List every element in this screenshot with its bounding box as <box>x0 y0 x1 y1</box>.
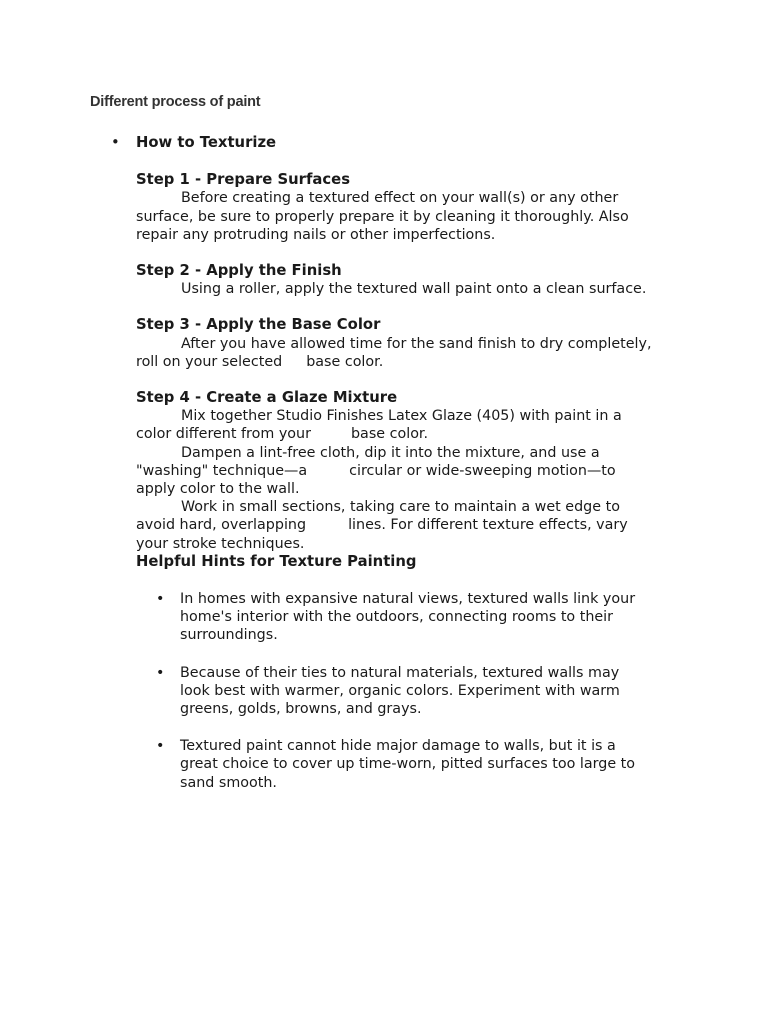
step-1 <box>136 171 696 244</box>
hint-1-line-1: In homes with expansive natural views, textured walls link your <box>180 591 636 608</box>
bullet-icon: • <box>111 134 120 151</box>
step-3-line-2a: roll on your selected <box>136 353 283 370</box>
step-3 <box>136 316 696 371</box>
step-4-line-4a: "washing" technique—a <box>136 462 308 479</box>
step-1-line-1: Before creating a textured effect on your wall(s) or any other <box>181 190 619 207</box>
hint-2-line-1: Because of their ties to natural materials, textured walls may <box>180 664 620 681</box>
step-1-heading: Step 1 - Prepare Surfaces <box>136 171 351 189</box>
hint-1-line-3: surroundings. <box>180 627 278 644</box>
hint-3-line-3: sand smooth. <box>180 774 277 791</box>
step-3-text <box>136 335 696 371</box>
hint-3-line-1: Textured paint cannot hide major damage to walls, but it is a <box>180 738 616 755</box>
list-item <box>156 664 696 719</box>
step-3-line-2b: base color. <box>306 353 384 370</box>
step-1-line-2: surface, be sure to properly prepare it by cleaning it thoroughly. Also <box>136 208 629 225</box>
step-4-line-6: Work in small sections, taking care to maintain a wet edge to <box>181 499 620 516</box>
step-4-line-2b: base color. <box>350 426 429 443</box>
step-4-line-3: Dampen a lint-free cloth, dip it into the mixture, and use a <box>181 444 600 461</box>
step-4-line-2a: color different from your <box>136 426 311 443</box>
bullet-icon: • <box>156 738 165 755</box>
hint-2-line-3: greens, golds, browns, and grays. <box>180 701 422 718</box>
topic-heading <box>111 134 696 152</box>
hint-3-line-2: great choice to cover up time-worn, pitted surfaces too large to <box>180 756 636 773</box>
step-4-heading: Step 4 - Create a Glaze Mixture <box>136 389 398 407</box>
step-4-line-5: apply color to the wall. <box>136 481 300 498</box>
document-title: Different process of paint <box>90 94 261 110</box>
hints-heading: Helpful Hints for Texture Painting <box>136 552 417 570</box>
step-2-text <box>136 280 696 298</box>
step-4-line-8: your stroke techniques. <box>136 535 305 552</box>
list-item <box>156 737 696 792</box>
step-4-text <box>136 407 696 553</box>
hints-list <box>136 590 696 792</box>
step-4-line-4b: circular or wide-sweeping motion—to <box>349 462 616 479</box>
step-4 <box>136 389 696 553</box>
step-1-line-3: repair any protruding nails or other imperfections. <box>136 226 496 243</box>
topic-label: How to Texturize <box>136 134 277 151</box>
step-2 <box>136 262 696 298</box>
step-3-heading: Step 3 - Apply the Base Color <box>136 316 381 334</box>
step-3-line-1: After you have allowed time for the sand finish to dry completely, <box>181 335 652 352</box>
step-2-heading: Step 2 - Apply the Finish <box>136 262 342 280</box>
step-4-line-1: Mix together Studio Finishes Latex Glaze (405) with paint in a <box>181 408 622 425</box>
step-4-line-7a: avoid hard, overlapping <box>136 517 307 534</box>
list-item <box>156 590 696 645</box>
document-body <box>111 134 696 811</box>
bullet-icon: • <box>156 591 165 608</box>
step-4-line-7b: lines. For different texture effects, vary <box>348 517 628 534</box>
hint-2-line-2: look best with warmer, organic colors. Experiment with warm <box>180 682 620 699</box>
hint-1-line-2: home's interior with the outdoors, connecting rooms to their <box>180 609 614 626</box>
step-1-text <box>136 189 696 244</box>
bullet-icon: • <box>156 664 165 681</box>
step-2-line-1: Using a roller, apply the textured wall paint onto a clean surface. <box>181 281 647 298</box>
